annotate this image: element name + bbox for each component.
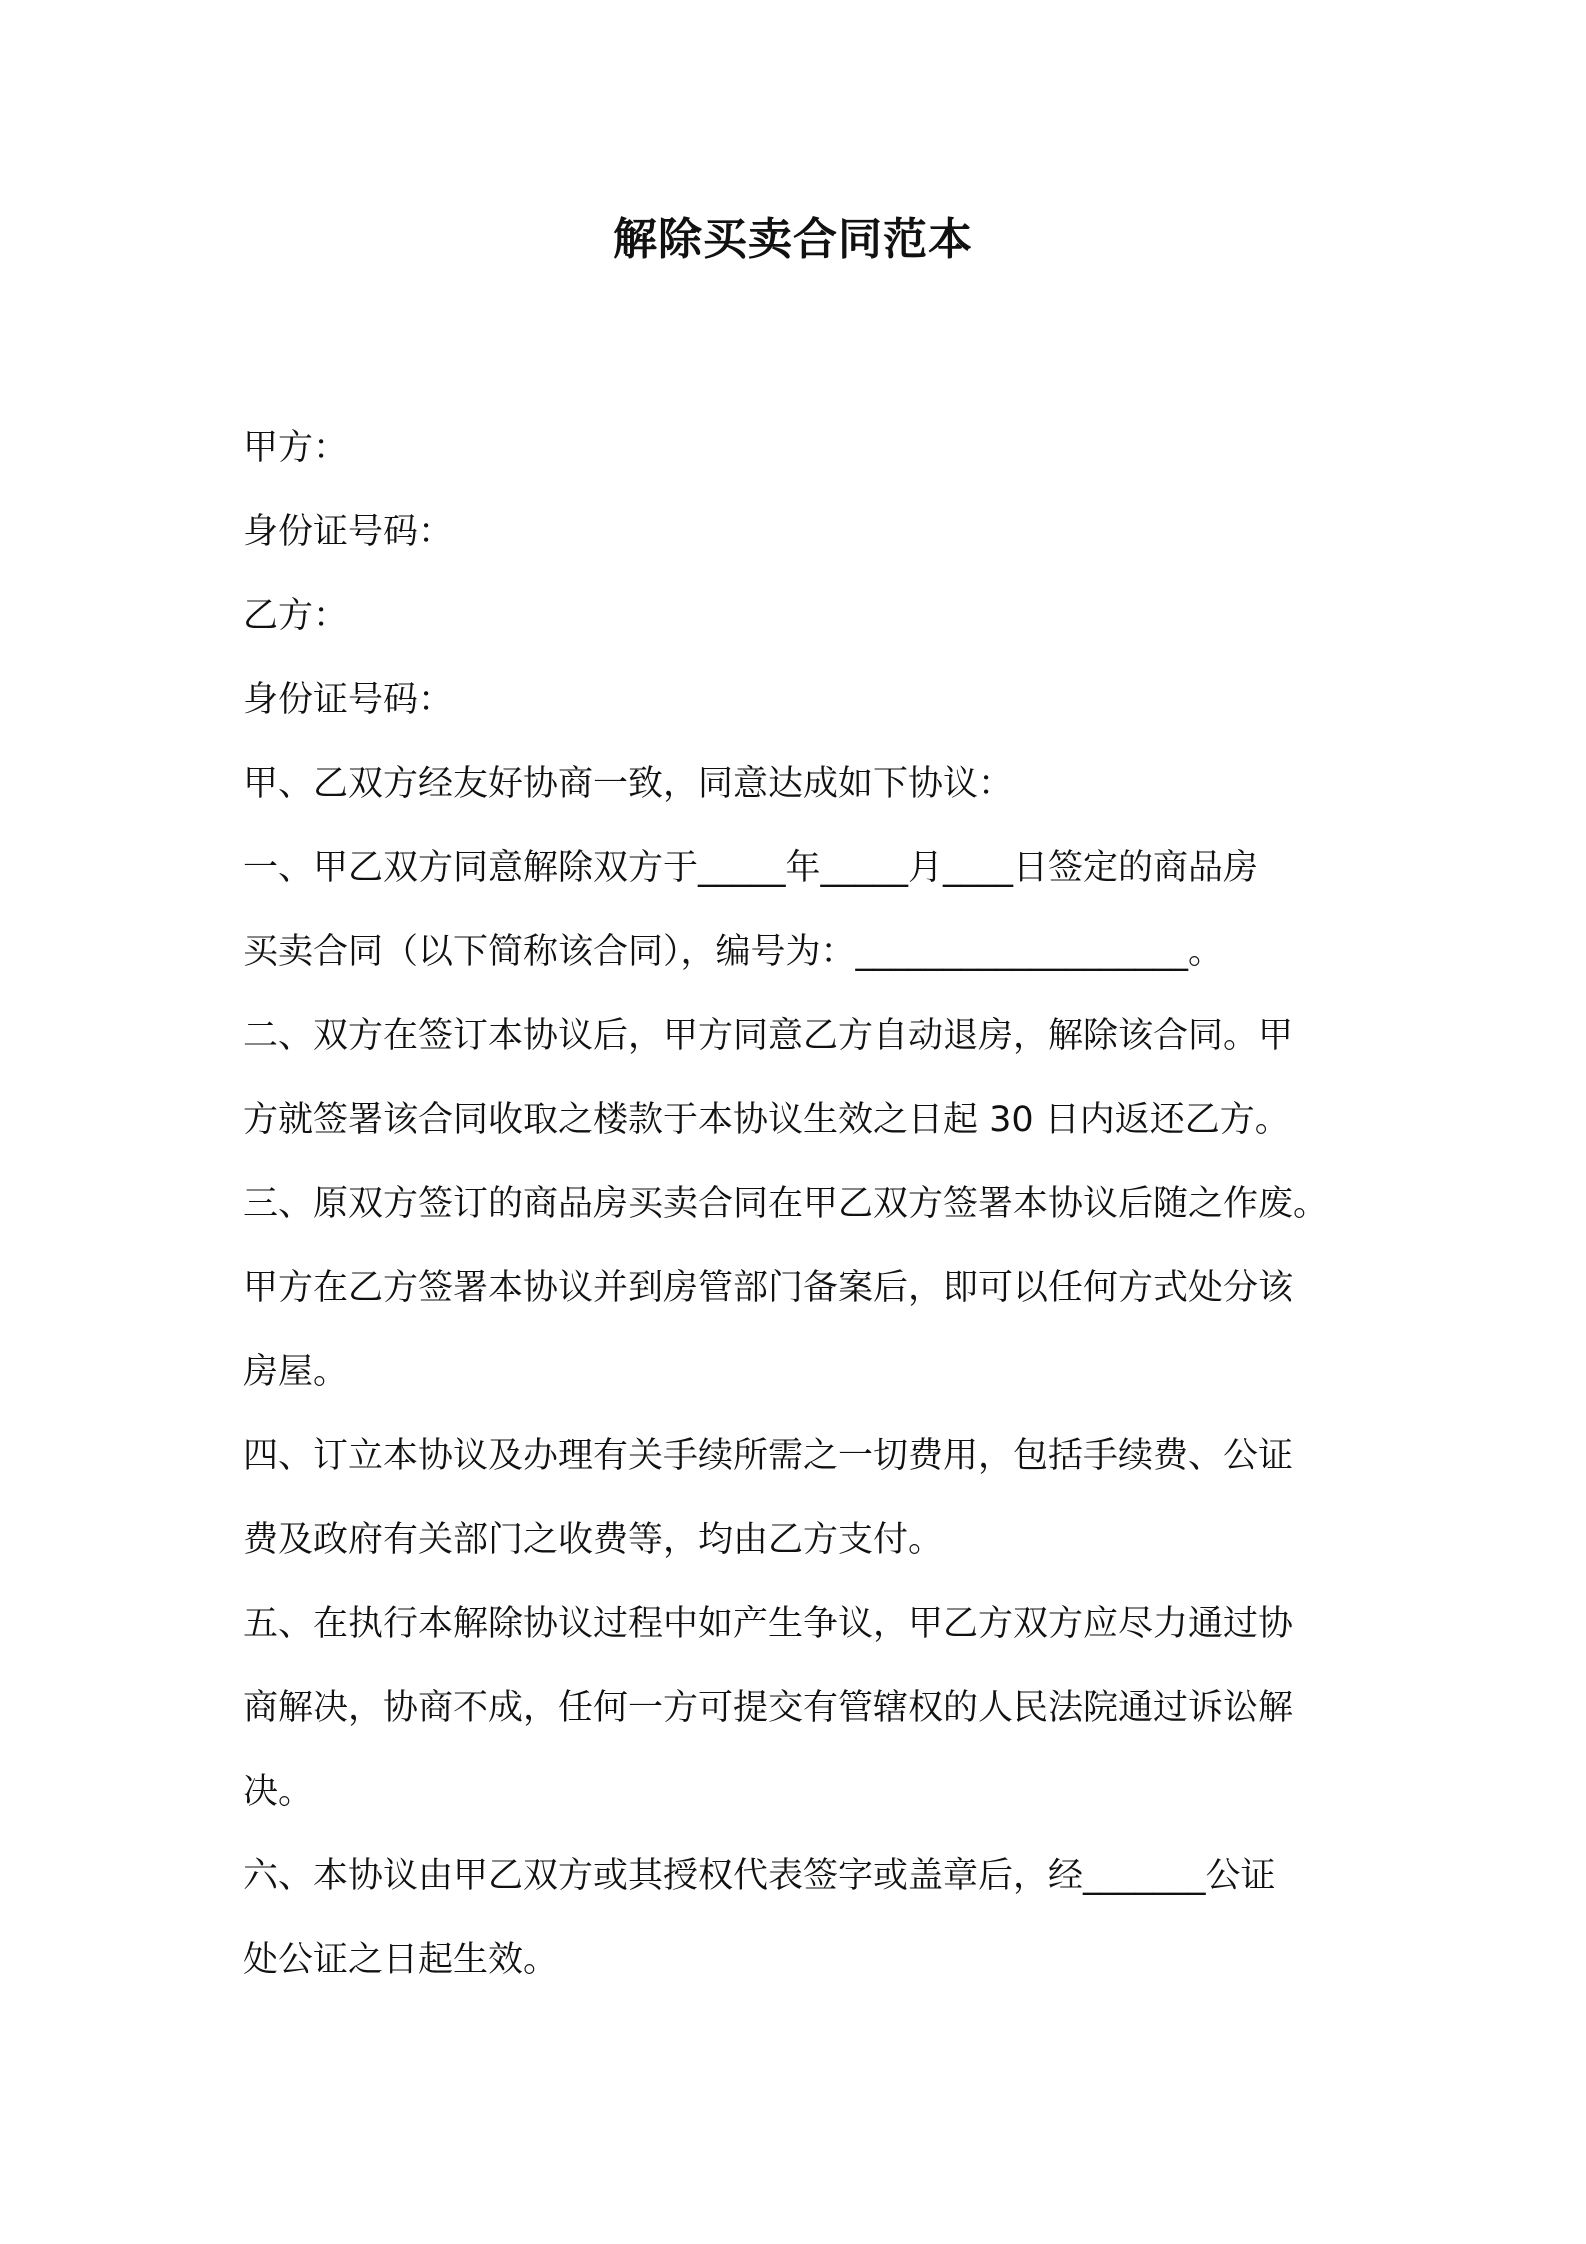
party-a-line: 甲方：	[243, 428, 349, 468]
document-title: 解除买卖合同范本	[613, 214, 973, 265]
clause-2-line-2: 方就签署该合同收取之楼款于本协议生效之日起 30 日内返还乙方。	[243, 1100, 1290, 1140]
party-b-id-line: 身份证号码：	[243, 680, 454, 720]
clause-4-line-1: 四、订立本协议及办理有关手续所需之一切费用，包括手续费、公证	[243, 1436, 1294, 1476]
intro-line: 甲、乙双方经友好协商一致，同意达成如下协议：	[243, 764, 1014, 804]
clause-3-line-1: 三、原双方签订的商品房买卖合同在甲乙双方签署本协议后随之作废。	[243, 1184, 1329, 1224]
clause-3-line-3: 房屋。	[243, 1352, 349, 1392]
clause-5-line-2: 商解决，协商不成，任何一方可提交有管辖权的人民法院通过诉讼解	[243, 1688, 1294, 1728]
party-a-id-line: 身份证号码：	[243, 512, 454, 552]
clause-1-line-2: 买卖合同（以下简称该合同），编号为：___________________。	[243, 932, 1224, 972]
clause-4-line-2: 费及政府有关部门之收费等，均由乙方支付。	[243, 1520, 944, 1560]
document-body	[243, 406, 1373, 2002]
clause-2-line-1: 二、双方在签订本协议后，甲方同意乙方自动退房，解除该合同。甲	[243, 1016, 1294, 1056]
clause-3-line-2: 甲方在乙方签署本协议并到房管部门备案后，即可以任何方式处分该	[243, 1268, 1294, 1308]
clause-5-line-3: 决。	[243, 1772, 314, 1812]
party-b-line: 乙方：	[243, 596, 349, 636]
clause-5-line-1: 五、在执行本解除协议过程中如产生争议，甲乙方双方应尽力通过协	[243, 1604, 1294, 1644]
clause-6-line-2: 处公证之日起生效。	[243, 1940, 559, 1980]
clause-6-line-1: 六、本协议由甲乙双方或其授权代表签字或盖章后，经_______公证	[243, 1856, 1276, 1896]
clause-1-line-1: 一、甲乙双方同意解除双方于_____年_____月____日签定的商品房	[243, 848, 1259, 888]
